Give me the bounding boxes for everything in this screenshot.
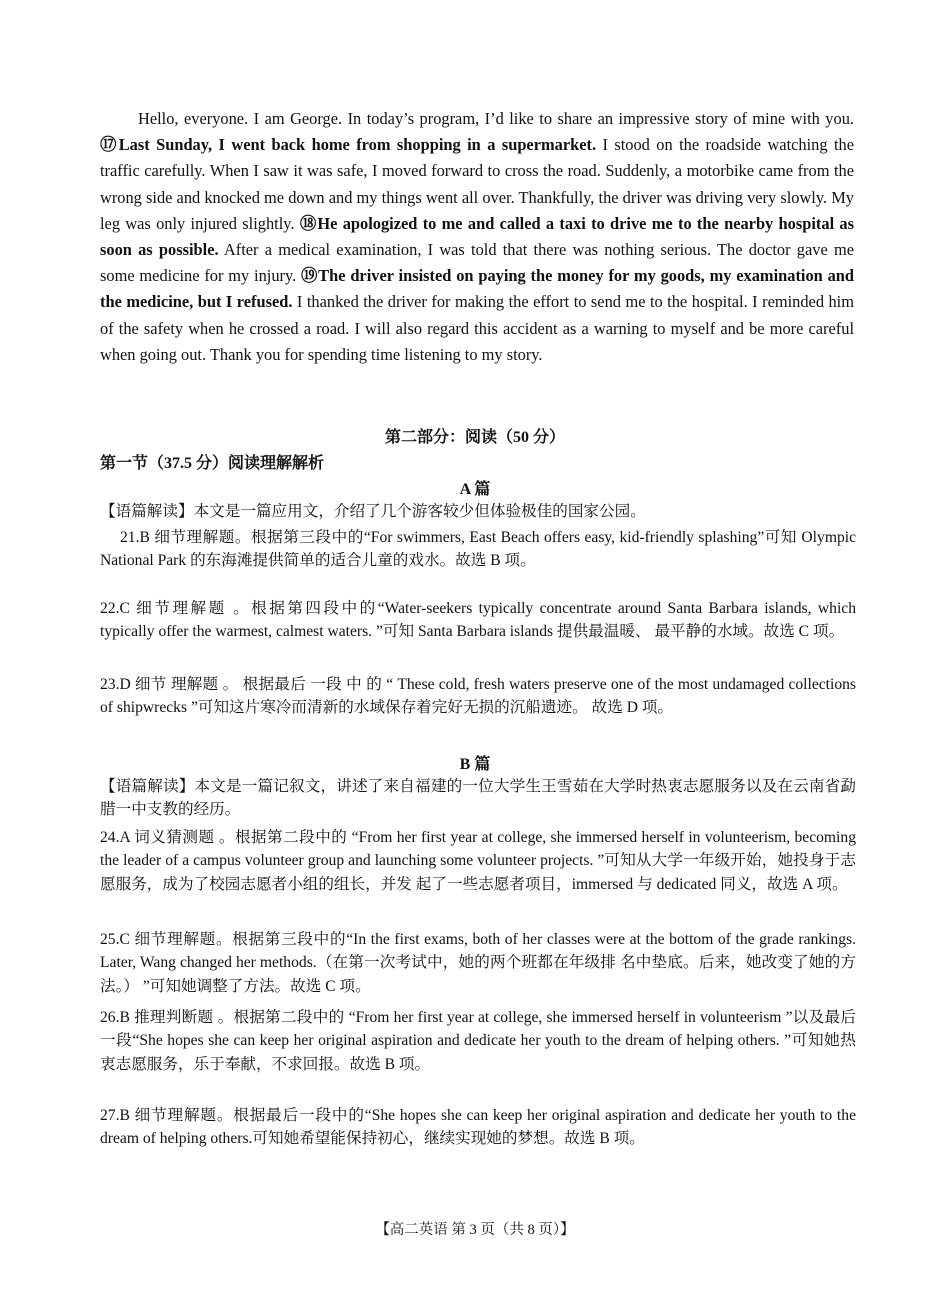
circled-number-18: ⑱ xyxy=(299,213,318,233)
story-text-3: After a medical examination, I was told that there was nothing serious. The doctor gave me some medicine for my injury. xyxy=(100,240,854,286)
story-text-2: I stood on the roadside watching the traffic carefully. When I saw it was safe, I moved forward to cross the road. Suddenly, a motorbike came from the wrong side and knocked me down and my things went all over. Thankfully, the driver was driving very slowly. My leg was only injured slightly. xyxy=(100,135,854,233)
answer-24: 24.A 词义猜测题 。根据第二段中的 “From her first year at college, she immersed herself in volunteerism, becoming the leader of a campus volunteer group and launching some volunteer projects. ”可知从大学一年级开始，她投身于志愿服务，成为了校园志愿者小组的组长，并发 起了一些志愿者项目，immersed 与 dedicated 同义，故选 A 项。 xyxy=(100,829,856,893)
sentence-17 xyxy=(100,135,596,154)
sentence-19-text: The driver insisted on paying the money for my goods, my examination and the medicine, but I refused. xyxy=(100,266,855,312)
page-footer: 【高二英语 第 3 页（共 8 页）】 xyxy=(375,1222,575,1238)
story-text-1: Hello, everyone. I am George. In today’s program, I’d like to share an impressive story of mine with you. xyxy=(138,109,854,128)
answer-22: 22.C 细节理解题 。根据第四段中的“Water-seekers typically concentrate around Santa Barbara islands, which typically offer the warmest, calmest waters. ”可知 Santa Barbara islands 提供最温暖、 最平静的水域。故选 C 项。 xyxy=(100,600,856,641)
section-title: 第二部分：阅读（50 分） xyxy=(384,429,565,446)
subsection-title: 第一节（37.5 分）阅读理解解析 xyxy=(100,455,325,472)
answer-25: 25.C 细节理解题。根据第三段中的“In the first exams, both of her classes were at the bottom of the grade rankings. Later, Wang changed her methods.（在第一次考试中，她的两个班都在年级排 名中垫底。后来，她改变了她的方法。） ”可知她调整了方法。故选 C 项。 xyxy=(100,931,856,995)
answer-23: 23.D 细节 理解题 。 根据最后 一段 中 的 “ These cold, fresh waters preserve one of the most undamaged collections of shipwrecks ”可知这片寒冷而清新的水域保存着完好无损的沉船遗迹。 故选 D 项。 xyxy=(100,676,856,717)
passage-b-intro: 【语篇解读】本文是一篇记叙文，讲述了来自福建的一位大学生王雪茹在大学时热衷志愿服务以及在云南省勐腊一中支教的经历。 xyxy=(100,778,856,819)
story-text-4: I thanked the driver for making the effort to send me to the hospital. I reminded him of the safety when he crossed a road. I will also regard this accident as a warning to myself and be more careful when going out. Thank you for spending time listening to my story. xyxy=(100,292,854,364)
circled-number-19: ⑲ xyxy=(301,266,319,286)
answer-26: 26.B 推理判断题 。根据第二段中的 “From her first year at college, she immersed herself in volunteerism ”以及最后一段“She hopes she can keep her original aspiration and dedicate her youth to the dream of helping others. ”可知她热衷志愿服务，乐于奉献，不求回报。故选 B 项。 xyxy=(100,1009,856,1073)
answer-27: 27.B 细节理解题。根据最后一段中的“She hopes she can keep her original aspiration and dedicate her youth to the dream of helping others.可知她希望能保持初心，继续实现她的梦想。故选 B 项。 xyxy=(100,1107,856,1148)
passage-a-title: A 篇 xyxy=(459,481,491,498)
passage-a-intro: 【语篇解读】本文是一篇应用文，介绍了几个游客较少但体验极佳的国家公园。 xyxy=(100,503,646,520)
circled-number-17: ⑰ xyxy=(100,135,119,155)
sentence-17-text: Last Sunday, I went back home from shopping in a supermarket. xyxy=(118,135,597,155)
answer-21: 21.B 细节理解题。根据第三段中的“For swimmers, East Beach offers easy, kid-friendly splashing”可知 Olympic National Park 的东海滩提供简单的适合儿童的戏水。故选 B 项。 xyxy=(100,529,856,570)
sentence-18-text: He apologized to me and called a taxi to drive me to the nearby hospital as soon as possible. xyxy=(100,213,854,260)
story-paragraph xyxy=(100,106,854,368)
passage-b-title: B 篇 xyxy=(459,756,491,773)
